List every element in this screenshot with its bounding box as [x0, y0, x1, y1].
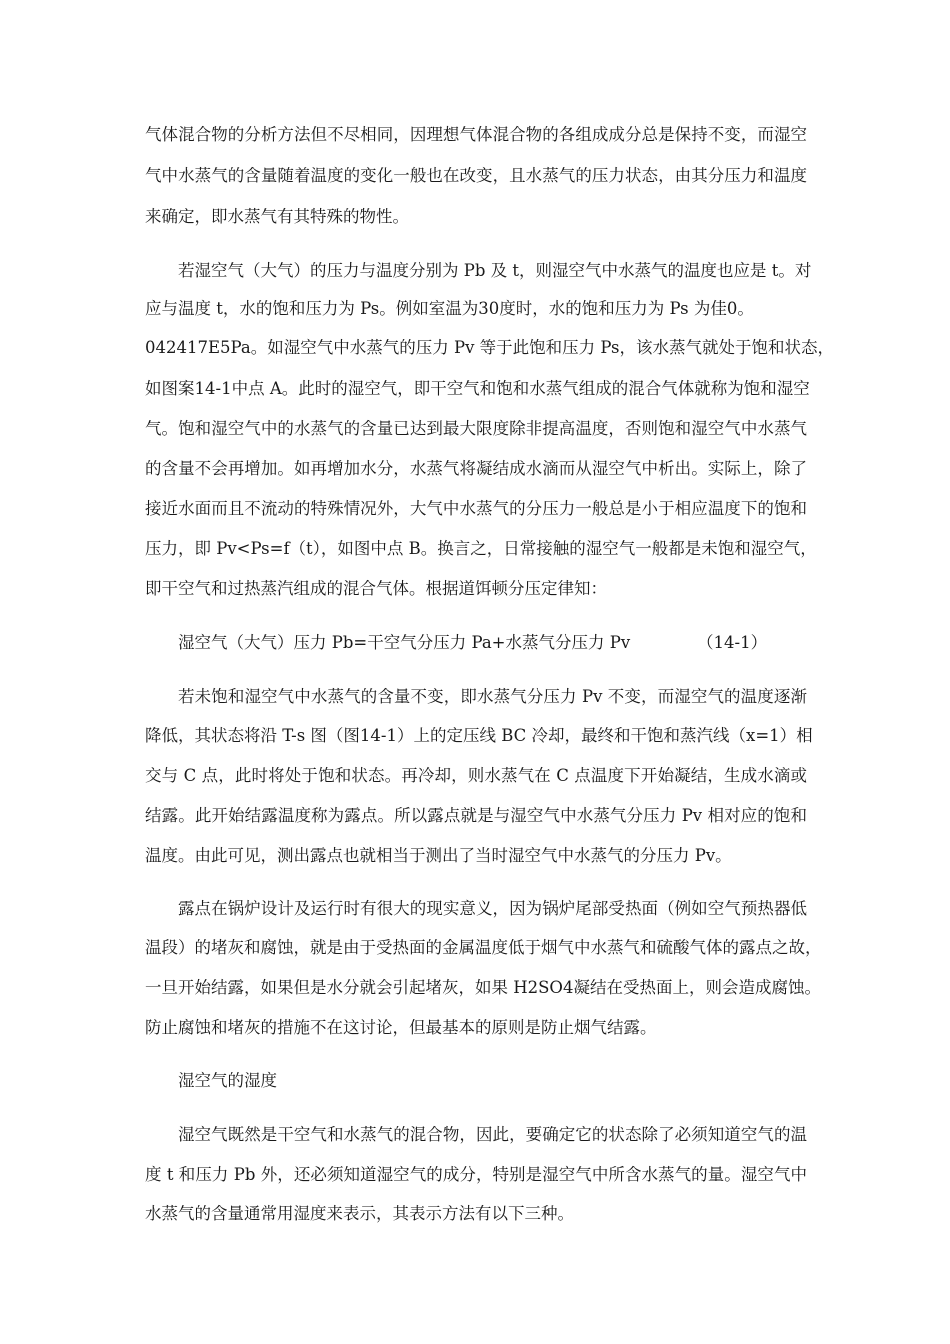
paragraph-line: 气中水蒸气的含量随着温度的变化一般也在改变，且水蒸气的压力状态，由其分压力和温度	[145, 166, 807, 185]
paragraph-line: 降低，其状态将沿 T-s 图（图14-1）上的定压线 BC 冷却，最终和干饱和蒸汽线（x=1）相	[145, 726, 813, 745]
paragraph-line: 如图案14-1中点 A。此时的湿空气，即干空气和饱和水蒸气组成的混合气体就称为饱和湿空	[145, 379, 810, 398]
paragraph-line: 气体混合物的分析方法但不尽相同，因理想气体混合物的各组成成分总是保持不变，而湿空	[145, 125, 807, 144]
paragraph-line: 压力，即 Pv<Ps=f（t），如图中点 B。换言之，日常接触的湿空气一般都是未饱和湿空气，	[145, 539, 817, 558]
paragraph-line: 结露。此开始结露温度称为露点。所以露点就是与湿空气中水蒸气分压力 Pv 相对应的饱和	[145, 806, 807, 825]
paragraph-line: 湿空气既然是干空气和水蒸气的混合物，因此，要确定它的状态除了必须知道空气的温	[178, 1125, 807, 1144]
section-heading: 湿空气的湿度	[178, 1071, 277, 1090]
paragraph-line: 若湿空气（大气）的压力与温度分别为 Pb 及 t，则湿空气中水蒸气的温度也应是 t。对	[178, 261, 812, 280]
paragraph-line: 温段）的堵灰和腐蚀，就是由于受热面的金属温度低于烟气中水蒸气和硫酸气体的露点之故，	[145, 938, 822, 957]
paragraph-line: 应与温度 t，水的饱和压力为 Ps。例如室温为30度时，水的饱和压力为 Ps 为佳0。	[145, 299, 754, 318]
paragraph-line: 露点在锅炉设计及运行时有很大的现实意义，因为锅炉尾部受热面（例如空气预热器低	[178, 899, 807, 918]
paragraph-line: 一旦开始结露，如果但是水分就会引起堵灰，如果 H2SO4凝结在受热面上，则会造成腐蚀。	[145, 978, 821, 997]
paragraph-line: 气。饱和湿空气中的水蒸气的含量已达到最大限度除非提高温度，否则饱和湿空气中水蒸气	[145, 419, 807, 438]
formula: 湿空气（大气）压力 Pb=干空气分压力 Pa+水蒸气分压力 Pv	[178, 633, 631, 652]
paragraph-line: 的含量不会再增加。如再增加水分，水蒸气将凝结成水滴而从湿空气中析出。实际上，除了	[145, 459, 807, 478]
paragraph-line: 042417E5Pa。如湿空气中水蒸气的压力 Pv 等于此饱和压力 Ps，该水蒸气就处于饱和状态，	[145, 338, 835, 357]
paragraph-line: 温度。由此可见，测出露点也就相当于测出了当时湿空气中水蒸气的分压力 Pv。	[145, 846, 732, 865]
paragraph-line: 若未饱和湿空气中水蒸气的含量不变，即水蒸气分压力 Pv 不变，而湿空气的温度逐渐	[178, 687, 807, 706]
paragraph-line: 接近水面而且不流动的特殊情况外，大气中水蒸气的分压力一般总是小于相应温度下的饱和	[145, 499, 807, 518]
paragraph-line: 防止腐蚀和堵灰的措施不在这讨论，但最基本的原则是防止烟气结露。	[145, 1018, 657, 1037]
paragraph-line: 来确定，即水蒸气有其特殊的物性。	[145, 207, 409, 226]
formula-number: （14-1）	[697, 633, 768, 652]
paragraph-line: 即干空气和过热蒸汽组成的混合气体。根据道饵顿分压定律知：	[145, 579, 607, 598]
paragraph-line: 度 t 和压力 Pb 外，还必须知道湿空气的成分，特别是湿空气中所含水蒸气的量。湿空气中	[145, 1165, 807, 1184]
paragraph-line: 水蒸气的含量通常用湿度来表示，其表示方法有以下三种。	[145, 1204, 574, 1223]
paragraph-line: 交与 C 点，此时将处于饱和状态。再冷却，则水蒸气在 C 点温度下开始凝结，生成水滴或	[145, 766, 807, 785]
